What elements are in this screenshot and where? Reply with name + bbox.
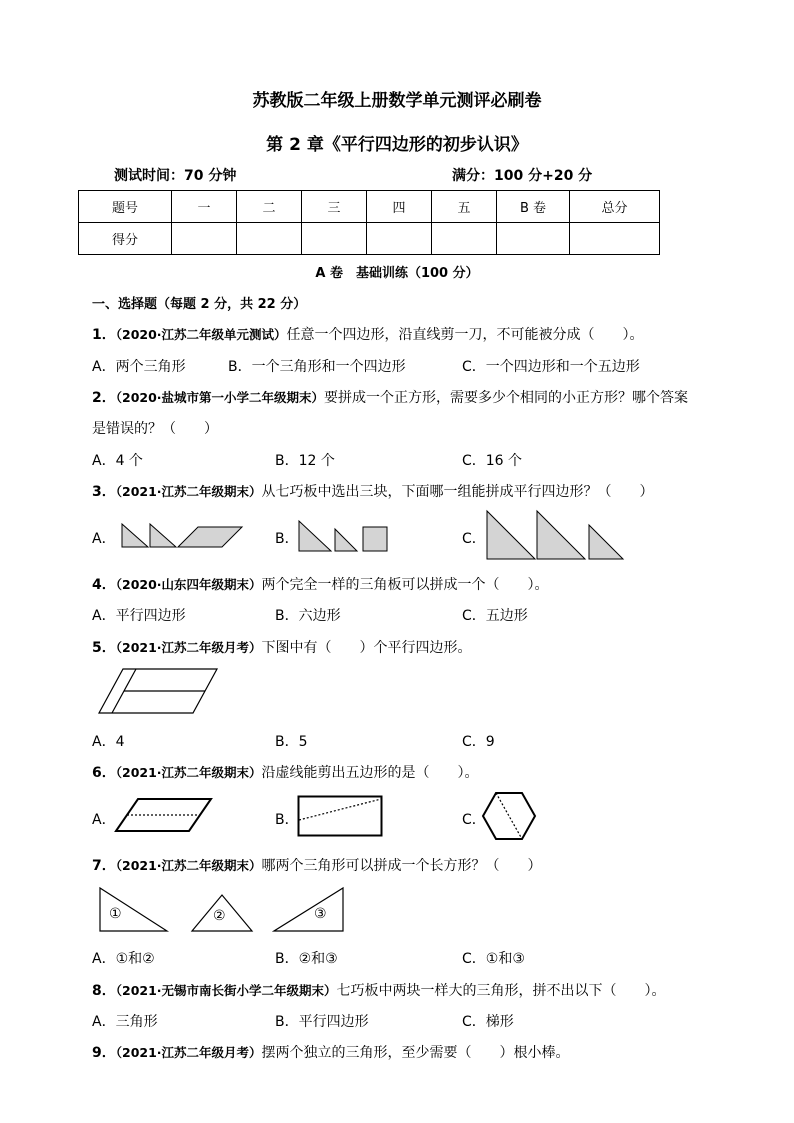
table-cell: 一 [172, 191, 237, 223]
question-8 [92, 980, 666, 1000]
question-number: 7． [92, 858, 116, 874]
question-number: 4． [92, 577, 116, 593]
option-a[interactable]: A．两个三角形 [92, 359, 186, 375]
question-source: （2020·盐城市第一小学二年级期末） [115, 390, 325, 405]
triangle-1-label: ① [109, 906, 122, 922]
chapter-subtitle: 第 2 章《平行四边形的初步认识》 [266, 135, 528, 155]
score-label: 满分：100 分+20 分 [452, 168, 593, 184]
question-4 [92, 574, 549, 594]
question-number: 9． [92, 1045, 116, 1061]
question-7 [92, 855, 542, 875]
question-text: 下图中有（ ）个平行四边形。 [261, 640, 472, 656]
question-text-continued: 是错误的？（ ） [92, 421, 218, 437]
score-input-cell[interactable] [172, 223, 237, 255]
option-c[interactable]: C．①和③ [462, 951, 525, 967]
table-score-row [79, 223, 660, 255]
tangram-set-b-figure [297, 518, 397, 554]
time-label: 测试时间：70 分钟 [114, 168, 237, 184]
option-c[interactable]: C． [462, 531, 486, 547]
option-a[interactable]: A．4 个 [92, 453, 143, 469]
option-a[interactable]: A．三角形 [92, 1014, 158, 1030]
question-2 [92, 387, 688, 407]
question-number: 1． [92, 327, 116, 343]
option-b[interactable]: B．六边形 [275, 608, 341, 624]
score-input-cell[interactable] [302, 223, 367, 255]
option-b[interactable]: B． [275, 531, 299, 547]
tangram-set-a-figure [118, 520, 258, 550]
option-a[interactable]: A．①和② [92, 951, 155, 967]
option-c[interactable]: C． [462, 812, 486, 828]
question-number: 2． [92, 390, 116, 406]
table-cell: 三 [302, 191, 367, 223]
score-input-cell[interactable] [237, 223, 302, 255]
rectangle-cut-figure [297, 795, 383, 837]
part1-heading: 一、选择题（每题 2 分，共 22 分） [92, 297, 307, 312]
question-text: 摆两个独立的三角形，至少需要（ ）根小棒。 [261, 1045, 570, 1061]
table-cell: 四 [367, 191, 432, 223]
question-source: （2021·江苏二年级月考） [115, 640, 262, 655]
question-3 [92, 481, 654, 501]
hexagon-cut-figure [481, 791, 537, 841]
question-number: 8． [92, 983, 116, 999]
option-c[interactable]: C．一个四边形和一个五边形 [462, 359, 640, 375]
question-9 [92, 1042, 570, 1062]
option-c[interactable]: C．梯形 [462, 1014, 514, 1030]
question-text: 从七巧板中选出三块，下面哪一组能拼成平行四边形？（ ） [261, 484, 654, 500]
parallelogram-cut-figure [114, 796, 214, 834]
option-a[interactable]: A．平行四边形 [92, 608, 186, 624]
question-source: （2021·江苏二年级期末） [115, 765, 262, 780]
question-source: （2020·江苏二年级单元测试） [115, 327, 287, 342]
score-input-cell[interactable] [570, 223, 660, 255]
question-number: 6． [92, 765, 116, 781]
question-text: 沿虚线能剪出五边形的是（ ）。 [261, 765, 479, 781]
option-b[interactable]: B．12 个 [275, 453, 335, 469]
option-b[interactable]: B． [275, 812, 299, 828]
question-text: 哪两个三角形可以拼成一个长方形？（ ） [261, 858, 542, 874]
option-a[interactable]: A． [92, 531, 116, 547]
tangram-set-c-figure [485, 509, 627, 561]
section-a-heading: A 卷 基础训练（100 分） [315, 266, 479, 281]
option-b[interactable]: B．②和③ [275, 951, 338, 967]
triangle-2-label: ② [213, 908, 226, 924]
question-source: （2021·江苏二年级月考） [115, 1045, 262, 1060]
question-source: （2020·山东四年级期末） [115, 577, 262, 592]
table-cell: 总分 [570, 191, 660, 223]
table-cell: 题号 [79, 191, 172, 223]
question-text: 要拼成一个正方形，需要多少个相同的小正方形？哪个答案 [324, 390, 689, 406]
table-cell: 五 [432, 191, 497, 223]
option-b[interactable]: B．一个三角形和一个四边形 [228, 359, 406, 375]
question-text: 七巧板中两块一样大的三角形，拼不出以下（ ）。 [336, 983, 666, 999]
question-number: 3． [92, 484, 116, 500]
table-cell: B 卷 [497, 191, 570, 223]
parallelogram-figure [96, 666, 220, 716]
question-5 [92, 637, 472, 657]
option-c[interactable]: C．9 [462, 734, 495, 750]
question-text: 任意一个四边形，沿直线剪一刀，不可能被分成（ ）。 [286, 327, 644, 343]
document-title: 苏教版二年级上册数学单元测评必刷卷 [252, 91, 542, 111]
score-input-cell[interactable] [367, 223, 432, 255]
option-b[interactable]: B．5 [275, 734, 308, 750]
table-header-row [79, 191, 660, 223]
question-number: 5． [92, 640, 116, 656]
option-a[interactable]: A． [92, 812, 116, 828]
option-b[interactable]: B．平行四边形 [275, 1014, 369, 1030]
question-1 [92, 324, 644, 344]
question-6 [92, 762, 479, 782]
option-c[interactable]: C．16 个 [462, 453, 523, 469]
question-text: 两个完全一样的三角板可以拼成一个（ ）。 [261, 577, 549, 593]
option-c[interactable]: C．五边形 [462, 608, 528, 624]
score-input-cell[interactable] [497, 223, 570, 255]
triangle-3-figure [272, 886, 346, 934]
table-cell: 二 [237, 191, 302, 223]
triangle-3-label: ③ [314, 906, 327, 922]
question-source: （2021·江苏二年级期末） [115, 858, 262, 873]
score-input-cell[interactable] [432, 223, 497, 255]
question-source: （2021·无锡市南长街小学二年级期末） [115, 983, 337, 998]
score-table [78, 190, 660, 255]
option-a[interactable]: A．4 [92, 734, 125, 750]
table-cell: 得分 [79, 223, 172, 255]
question-source: （2021·江苏二年级期末） [115, 484, 262, 499]
